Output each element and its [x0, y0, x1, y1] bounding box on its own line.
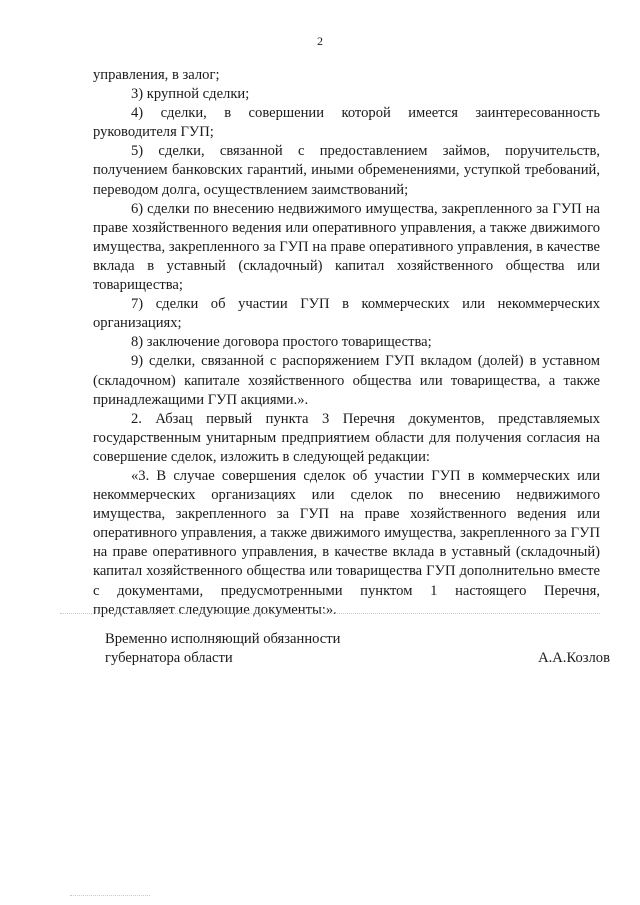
paragraph: «3. В случае совершения сделок об участии ГУП в коммерческих или некоммерческих организациях или сделок по внесению недвижимого имущества, закрепленного за ГУП на праве хозяйственного ведения или оперативного управления, а также движимого имущества, закрепленного за ГУП на праве оперативного управления, в качестве вклада в уставный (складочный) капитал хозяйственного общества или товарищества ГУП дополнительно вместе с документами, предусмотренными пунктом 1 настоящего Перечня, представляет следующие документы:».	[93, 467, 600, 618]
paragraph: 3) крупной сделки;	[131, 86, 250, 103]
scan-artifact-dots	[70, 895, 150, 896]
signatory-position-line: губернатора области	[105, 650, 233, 666]
paragraph: 5) сделки, связанной с предоставлением займов, поручительств, получением банковских гарантий, иными обременениями, уступкой требований, переводом долга, осуществлением заимствований;	[93, 143, 600, 198]
scan-artifact-dots	[60, 613, 600, 614]
paragraph: 8) заключение договора простого товарищества;	[131, 334, 432, 351]
paragraph: управления, в залог;	[93, 67, 220, 83]
signatory-position	[105, 630, 340, 668]
paragraph: 2. Абзац первый пункта 3 Перечня документов, представляемых государственным унитарным предприятием области для получения согласия на совершение сделок, изложить в следующей редакции:	[93, 410, 600, 465]
page-number: 2	[317, 34, 323, 48]
signatory-position-line: Временно исполняющий обязанности	[105, 631, 341, 647]
signatory-name: А.А.Козлов	[538, 650, 610, 666]
paragraph: 4) сделки, в совершении которой имеется заинтересованность руководителя ГУП;	[93, 105, 600, 141]
paragraph: 7) сделки об участии ГУП в коммерческих или некоммерческих организациях;	[93, 296, 600, 332]
paragraph: 6) сделки по внесению недвижимого имущества, закрепленного за ГУП на праве хозяйственного ведения или оперативного управления, а также движимого имущества, закрепленного за ГУП на праве оперативного управления, в качестве вклада в уставный (складочный) капитал хозяйственного общества или товарищества;	[93, 200, 600, 294]
paragraph: 9) сделки, связанной с распоряжением ГУП вкладом (долей) в уставном (складочном) капитале хозяйственного общества или товарищества, а также принадлежащими ГУП акциями.».	[93, 353, 600, 408]
document-body	[93, 66, 600, 620]
